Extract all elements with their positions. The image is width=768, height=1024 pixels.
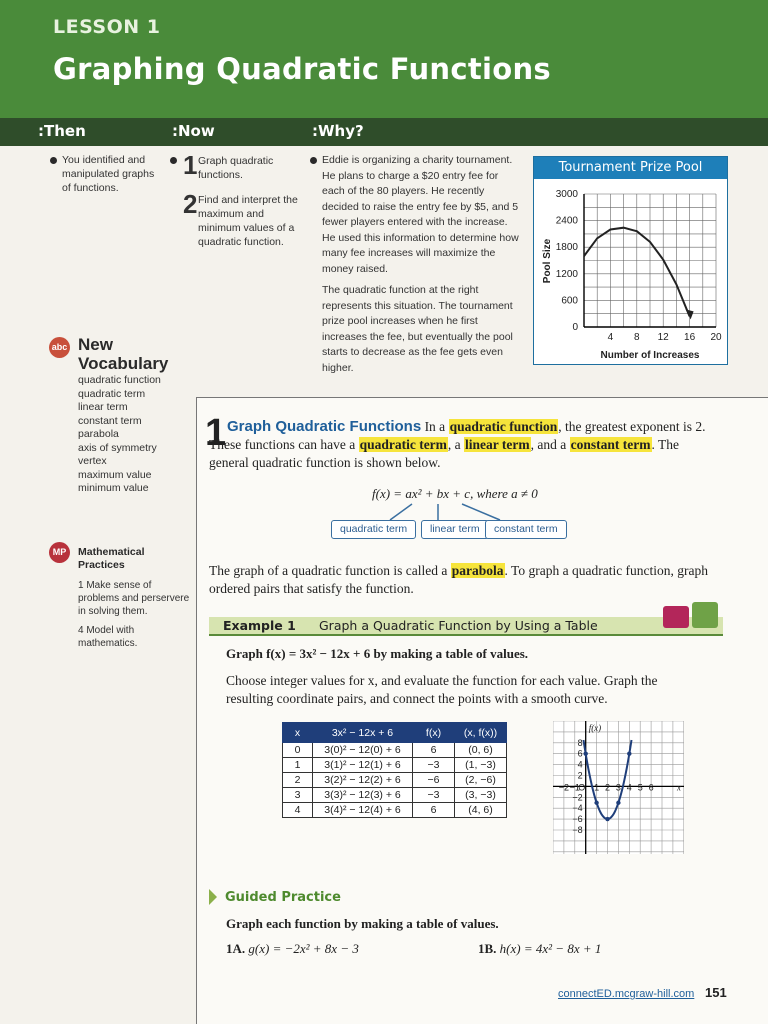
y-tick-label: 1800 [555,242,578,254]
y-tick-label: −4 [572,803,583,814]
y-tick-label: 600 [561,295,578,307]
x-tick-label: 16 [684,332,696,343]
table-cell: (2, −6) [455,773,507,788]
linear-term-label: linear term [421,520,489,539]
now-label: :Now [172,122,215,140]
table-cell: (3, −3) [455,788,507,803]
constant-term-label: constant term [485,520,567,539]
why-label: :Why? [312,122,364,140]
speech-bubble-icon[interactable] [663,606,689,628]
vocabulary-item: axis of symmetry [78,441,157,454]
page-title: Graphing Quadratic Functions [53,52,551,86]
values-table [282,722,507,818]
x-tick-label: 1 [594,782,600,793]
table-row [283,743,507,758]
general-formula: f(x) = ax² + bx + c, where a ≠ 0 [372,486,538,501]
table-row [283,788,507,803]
quadratic-term-label: quadratic term [331,520,416,539]
exercise-1a [226,941,359,957]
parabola-point [584,752,588,756]
table-cell: 3(0)² − 12(0) + 6 [313,743,413,758]
x-axis-label: Number of Increases [600,350,700,361]
practices-title-line: Mathematical [78,546,145,558]
vocabulary-item: constant term [78,414,142,427]
text-run: . The general quadratic function is shown below. [209,437,679,470]
table-cell: 6 [413,803,455,818]
table-cell: (0, 6) [455,743,507,758]
vocabulary-title [78,335,168,373]
example-instructions: Choose integer values for x, and evaluate the function for each value. Graph the resulting coordinate pairs, and connect the points with a smooth curve. [226,673,658,706]
bullet-icon [170,157,177,164]
table-cell: (4, 6) [455,803,507,818]
x-tick-label: O [578,782,586,793]
tools-icon[interactable] [692,602,718,628]
x-tick-label: 20 [710,332,722,343]
text-run: In a [421,419,449,434]
y-tick-label: 8 [577,737,583,748]
vocabulary-item: minimum value [78,482,149,494]
y-tick-label: 4 [577,759,583,770]
table-cell: 3(1)² − 12(1) + 6 [313,758,413,773]
table-cell: −3 [413,758,455,773]
section-number: 1 [205,412,227,454]
practices-title [78,546,145,572]
example-title: Graph a Quadratic Function by Using a Table [319,618,598,633]
example-label: Example 1 [223,618,296,633]
table-header: 3x² − 12x + 6 [313,723,413,743]
table-cell: 3(4)² − 12(4) + 6 [313,803,413,818]
now-item: Find and interpret the maximum and minimum values of a quadratic function. [198,194,298,248]
why-paragraph: Eddie is organizing a charity tournament. He plans to charge a $20 entry fee for each of the 80 players. He recently decided to raise the entry fee by $5, and 5 fewer players entered with the increase. He used this information to determine how many fee increases will maximize the money raised. [322,154,519,275]
table-cell: 4 [283,803,313,818]
now-item: Graph quadratic functions. [198,155,274,181]
table-row [283,773,507,788]
now-number: 1 [183,150,198,180]
chart-plot [534,179,729,366]
table-row [283,803,507,818]
vocabulary-item: linear term [78,401,128,413]
text-run: , a [447,437,465,452]
practice-item: 4 Model with mathematics. [78,625,138,649]
y-tick-label: −6 [572,814,583,825]
parabola-point [627,752,631,756]
y-tick-label: 6 [577,748,583,759]
practice-item: 1 Make sense of problems and perservere in solving them. [78,580,190,617]
guided-practice-arrow-icon [209,889,217,905]
x-tick-label: 5 [637,782,643,793]
table-header: x [283,723,313,743]
exercise-label: 1B. [478,941,497,956]
guided-practice-text: Graph each function by making a table of values. [226,916,499,931]
bullet-icon [310,157,317,164]
then-text: You identified and manipulated graphs of functions. [62,154,155,194]
lesson-number: LESSON 1 [53,16,161,38]
parabola-graph [553,721,684,854]
practices-title-line: Practices [78,559,125,571]
footer-link[interactable]: connectED.mcgraw-hill.com [558,988,695,1000]
bullet-icon [50,157,57,164]
table-header: (x, f(x)) [455,723,507,743]
vocabulary-title-line: New [78,335,113,354]
parabola-paragraph [209,562,719,598]
practices-list [78,579,190,650]
prize-pool-chart [533,156,728,365]
vocab-highlight: quadratic function [449,419,558,434]
table-cell: 2 [283,773,313,788]
y-tick-label: 2400 [555,215,578,227]
chart-title: Tournament Prize Pool [534,157,727,179]
y-axis-label: Pool Size [542,238,553,284]
page-number: 151 [705,985,727,1000]
parabola-point [605,817,609,821]
table-cell: 6 [413,743,455,758]
x-tick-label: 6 [648,782,654,793]
exercise-expression: h(x) = 4x² − 8x + 1 [499,941,602,956]
table-cell: 3(3)² − 12(3) + 6 [313,788,413,803]
section-bar [0,118,768,146]
text-run: . To graph a quadratic function, graph ordered pairs that satisfy the function. [209,563,709,596]
exercise-1b [478,941,601,957]
vocab-highlight: linear term [465,437,530,452]
y-tick-label: 3000 [555,189,578,200]
vocabulary-item: quadratic function [78,374,161,386]
formula-arrows [360,500,560,522]
text-run: , and a [530,437,570,452]
arrow-line [390,504,412,520]
text-run: The graph of a quadratic function is called a [209,563,451,578]
example-bar [209,617,723,636]
table-cell: 1 [283,758,313,773]
vocabulary-title-line: Vocabulary [78,354,169,373]
why-paragraph: The quadratic function at the right represents this situation. The tournament prize pool increases when he first increases the fee, but eventually the pool starts to decrease as the fee gets even higher. [322,284,513,374]
practices-icon: MP [49,542,70,563]
vocab-highlight: parabola [451,563,504,578]
table-row [283,758,507,773]
example-question: Graph f(x) = 3x² − 12x + 6 by making a table of values. [226,646,529,661]
x-tick-label: −2 [558,782,570,793]
table-cell: −6 [413,773,455,788]
table-header-row [283,723,507,743]
y-tick-label: −8 [572,825,583,835]
guided-practice-title: Guided Practice [225,890,341,905]
then-label: :Then [38,122,86,140]
x-tick-label: 2 [604,782,611,793]
x-tick-label: 4 [607,332,614,343]
table-cell: 3 [283,788,313,803]
vocabulary-icon: abc [49,337,70,358]
y-tick-label: −2 [572,792,583,803]
arrow-line [462,504,500,520]
x-axis-label: x [677,782,681,793]
x-tick-label: 3 [615,782,621,793]
table-cell: (1, −3) [455,758,507,773]
vocabulary-item: parabola [78,428,119,440]
x-tick-label: 12 [657,332,669,343]
vocab-highlight: quadratic term [359,437,447,452]
y-tick-label: 0 [572,322,578,333]
y-tick-label: 2 [577,770,583,781]
y-tick-label: 1200 [555,268,578,280]
section-intro [209,418,719,472]
table-header: f(x) [413,723,455,743]
vocabulary-item: vertex [78,455,107,467]
table-cell: −3 [413,788,455,803]
exercise-expression: g(x) = −2x² + 8x − 3 [248,941,359,956]
text-run: , the greatest exponent is 2. These functions can have a [209,419,706,452]
parabola-point [616,801,620,805]
x-tick-label: −1 [569,782,580,793]
vocab-highlight: constant term [570,437,651,452]
y-axis-label: f(x) [588,723,602,733]
vocabulary-item: maximum value [78,468,152,481]
table-cell: 3(2)² − 12(2) + 6 [313,773,413,788]
vocabulary-list [78,374,161,496]
table-cell: 0 [283,743,313,758]
now-number: 2 [183,189,198,219]
lesson-header [0,0,768,118]
exercise-label: 1A. [226,941,246,956]
parabola-point [594,801,598,805]
x-tick-label: 8 [634,332,640,343]
section-heading: Graph Quadratic Functions [227,418,422,435]
vocabulary-item: quadratic term [78,387,146,400]
x-tick-label: 4 [626,782,632,793]
